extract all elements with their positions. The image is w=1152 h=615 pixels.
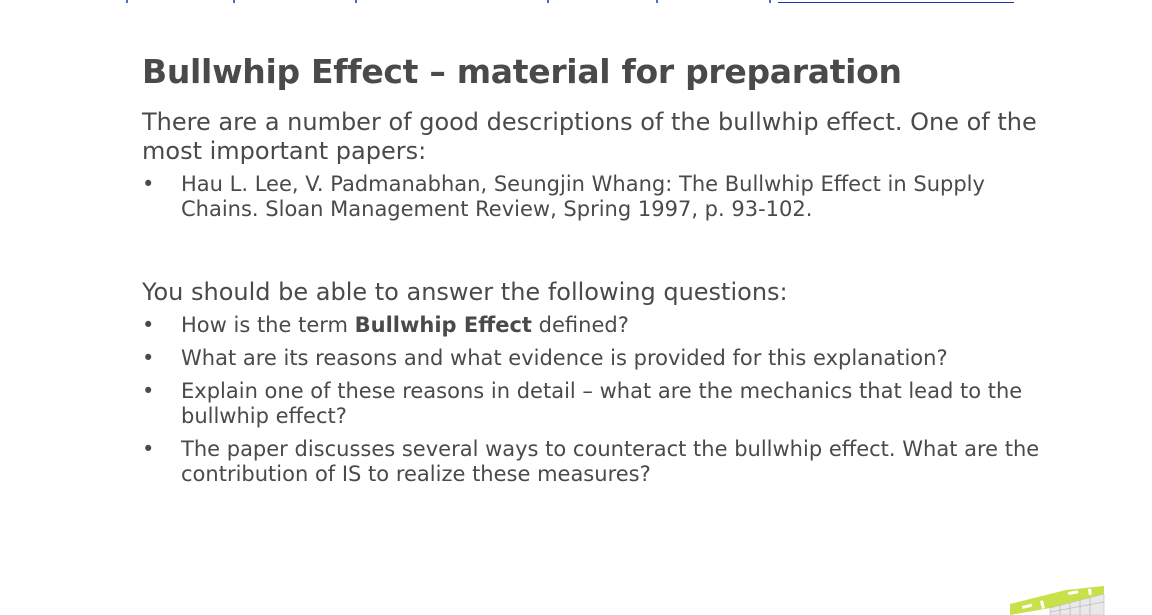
term-highlight: Bullwhip Effect xyxy=(354,313,532,337)
slide-content xyxy=(142,52,1042,495)
bullet-icon: • xyxy=(142,437,155,461)
list-item xyxy=(142,346,1042,371)
question-text: Explain one of these reasons in detail – what are the mechanics that lead to the bullwhip effect? xyxy=(181,379,1023,428)
nav-separator xyxy=(126,0,128,3)
bullet-icon: • xyxy=(142,379,155,403)
nav-separator xyxy=(355,0,357,3)
reference-list xyxy=(142,172,1042,222)
slide-title: Bullwhip Effect – material for preparation xyxy=(142,52,902,91)
spacer xyxy=(142,230,1042,278)
list-item xyxy=(142,437,1042,487)
question-text-part: How is the term xyxy=(181,313,355,337)
intro-text: There are a number of good descriptions of the bullwhip effect. One of the most important papers: xyxy=(142,108,1037,165)
question-text xyxy=(181,313,629,337)
nav-separator xyxy=(547,0,549,3)
university-logo-icon xyxy=(1006,582,1116,615)
question-text: The paper discusses several ways to counteract the bullwhip effect. What are the contribution of IS to realize these measures? xyxy=(181,437,1040,486)
bullet-icon: • xyxy=(142,313,155,337)
list-item xyxy=(142,172,1042,222)
top-link-underline[interactable] xyxy=(778,2,1014,3)
reference-text: Hau L. Lee, V. Padmanabhan, Seungjin Whang: The Bullwhip Effect in Supply Chains. Sloan Management Review, Spring 1997, p. 93-102. xyxy=(181,172,985,221)
nav-separator xyxy=(656,0,658,3)
top-navigation-strip xyxy=(0,0,1152,6)
question-text: What are its reasons and what evidence is provided for this explanation? xyxy=(181,346,948,370)
list-item xyxy=(142,379,1042,429)
list-item xyxy=(142,313,1042,338)
nav-separator xyxy=(769,0,771,3)
question-list xyxy=(142,313,1042,487)
bullet-icon: • xyxy=(142,346,155,370)
questions-intro: You should be able to answer the following questions: xyxy=(142,278,788,306)
nav-separator xyxy=(233,0,235,3)
question-text-part: defined? xyxy=(531,313,629,337)
bullet-icon: • xyxy=(142,172,155,196)
